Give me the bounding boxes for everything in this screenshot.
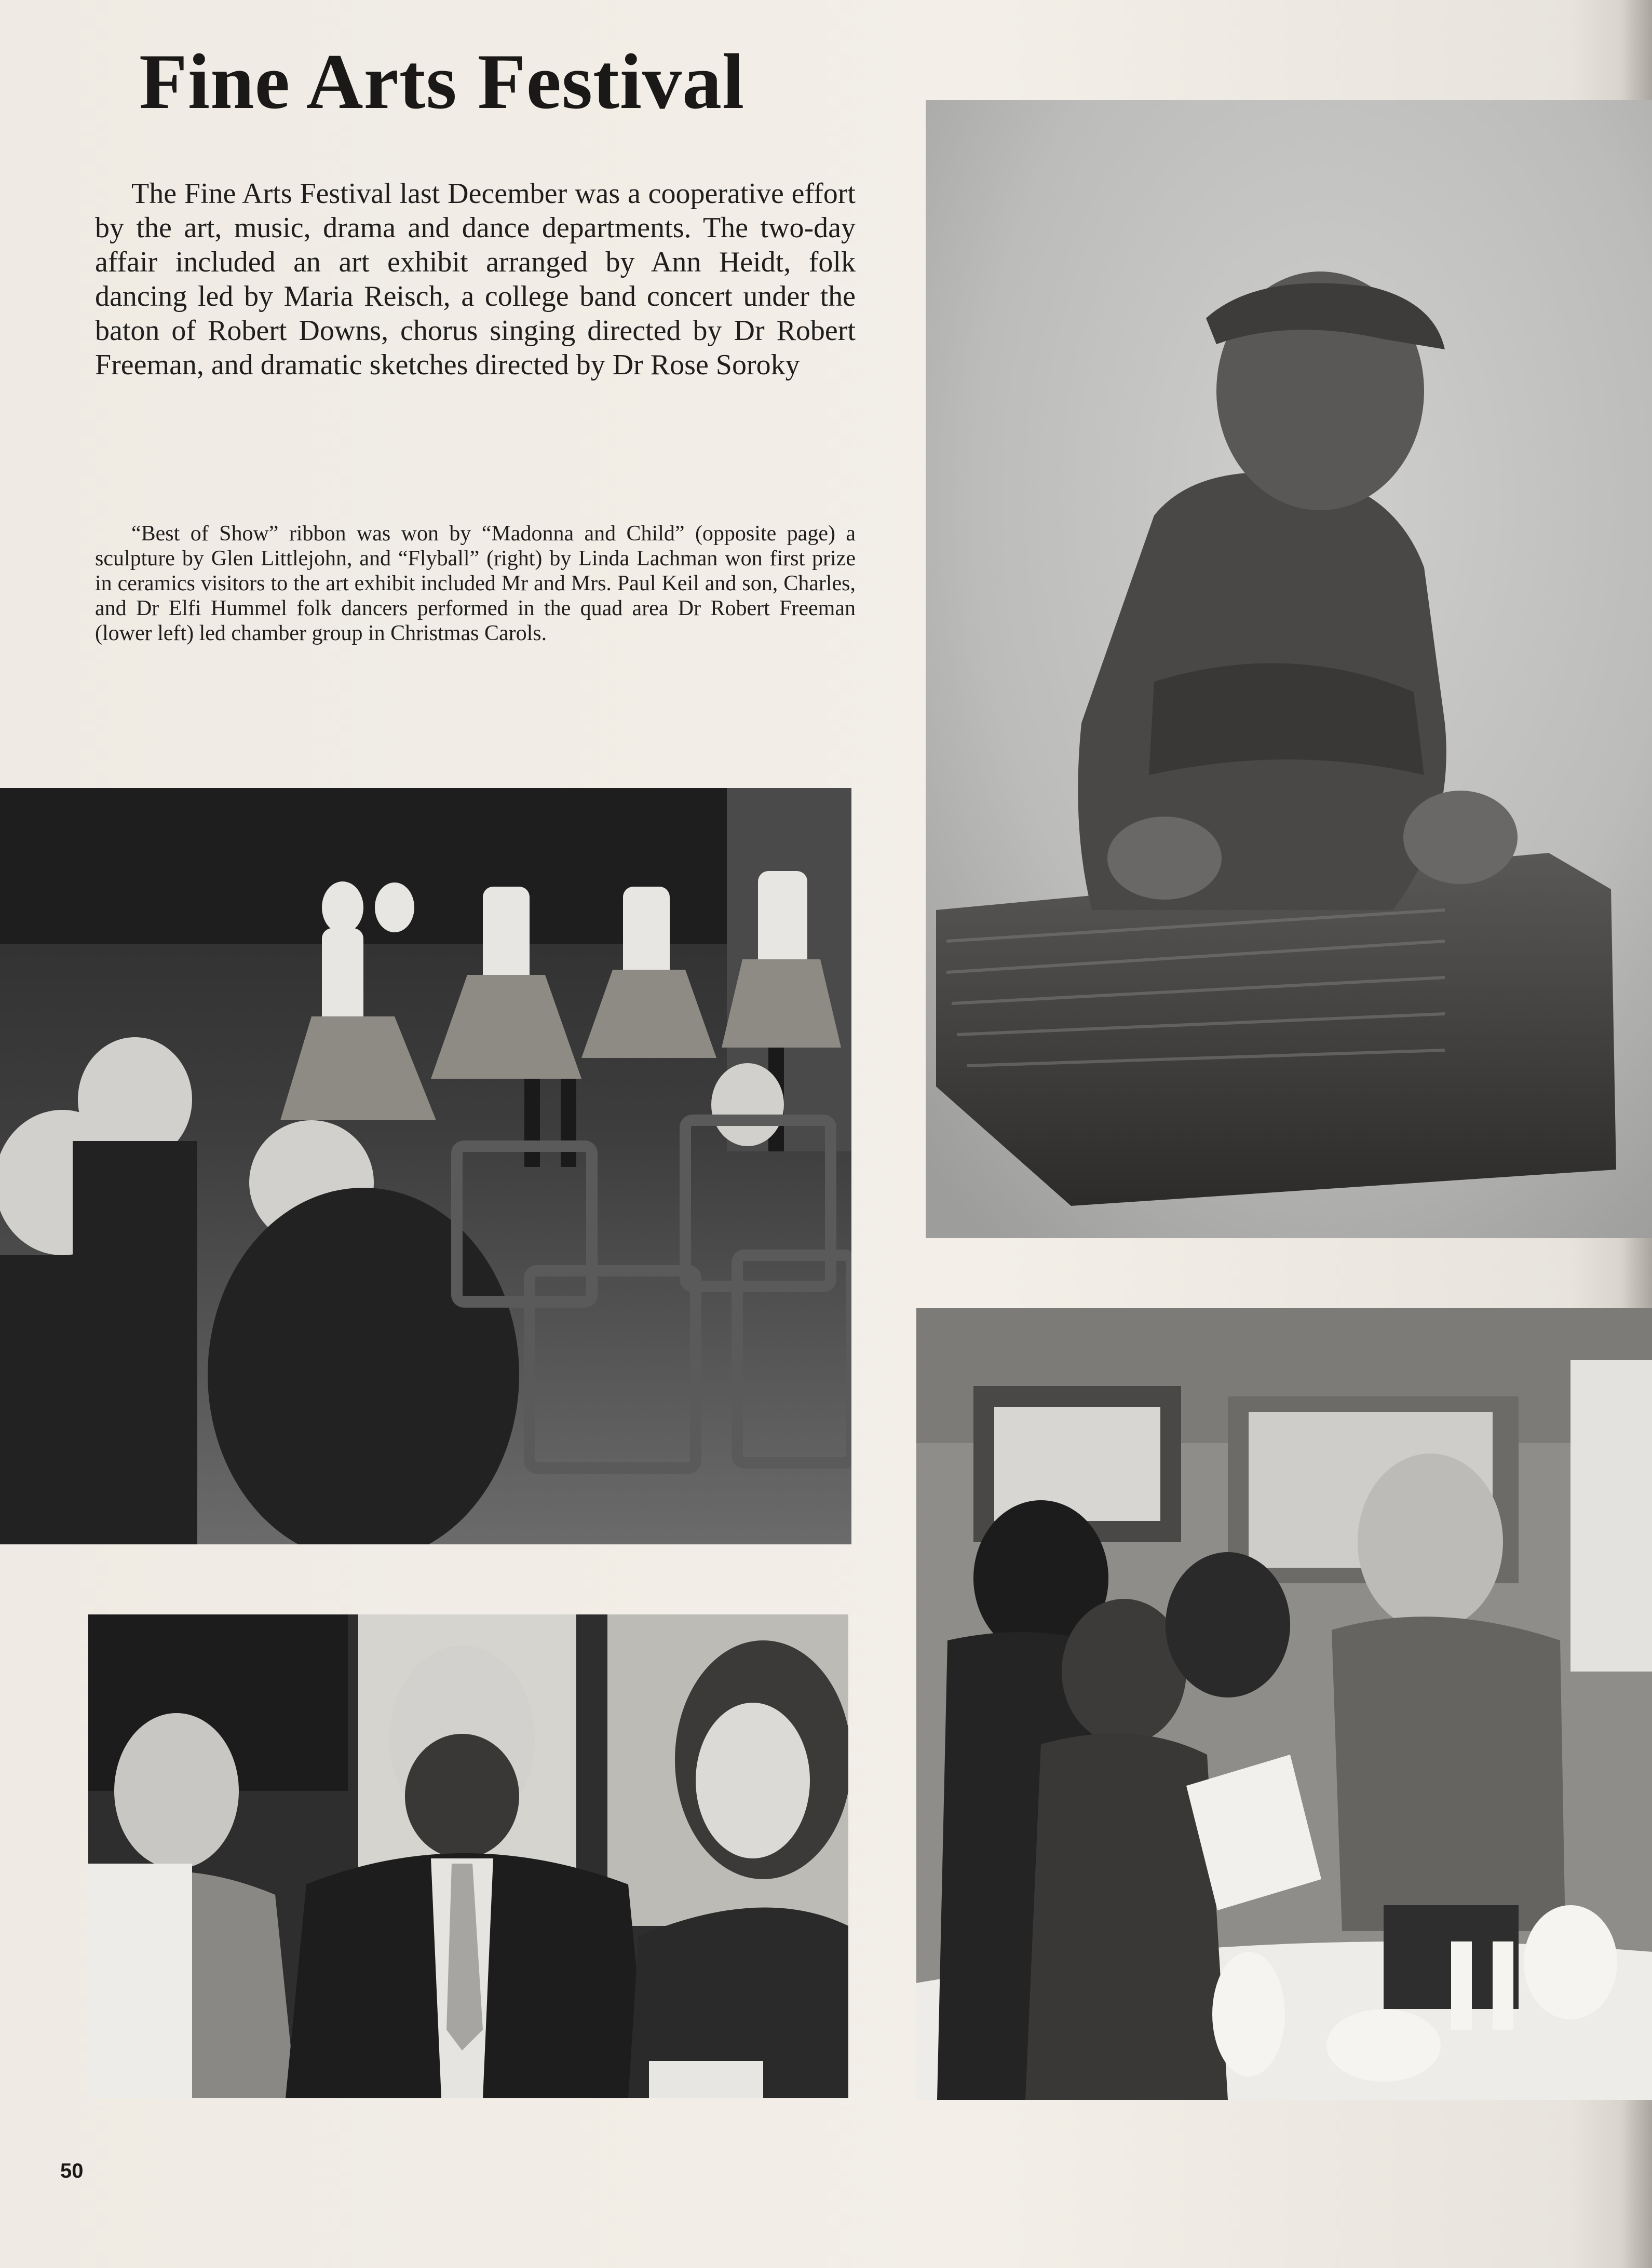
- intro-paragraph: The Fine Arts Festival last December was a cooperative effort by the art, music, drama and dance departments. The two-day affair included an art exhibit arranged by Ann Heidt, folk dancing led by Maria Reisch, a college band concert under the baton of Robert Downs, chorus singing directed by Dr Robert Freeman, and dramatic sketches directed by Dr Rose Soroky: [95, 178, 856, 381]
- page-number: 50: [60, 2160, 84, 2182]
- carol-singers-photo: [88, 1614, 848, 2098]
- folk-dancers-photo: [0, 788, 851, 1544]
- art-exhibit-photo: [916, 1308, 1652, 2100]
- page-title: Fine Arts Festival: [139, 38, 745, 125]
- sculpture-photo: [926, 100, 1652, 1238]
- photo-caption: “Best of Show” ribbon was won by “Madonna and Child” (opposite page) a sculpture by Glen Littlejohn, and “Flyball” (right) by Linda Lachman won first prize in ceramics visitors to the art exhibit included Mr and Mrs. Paul Keil and son, Charles, and Dr Elfi Hummel folk dancers performed in the quad area Dr Robert Freeman (lower left) led chamber group in Christmas Carols.: [95, 522, 856, 645]
